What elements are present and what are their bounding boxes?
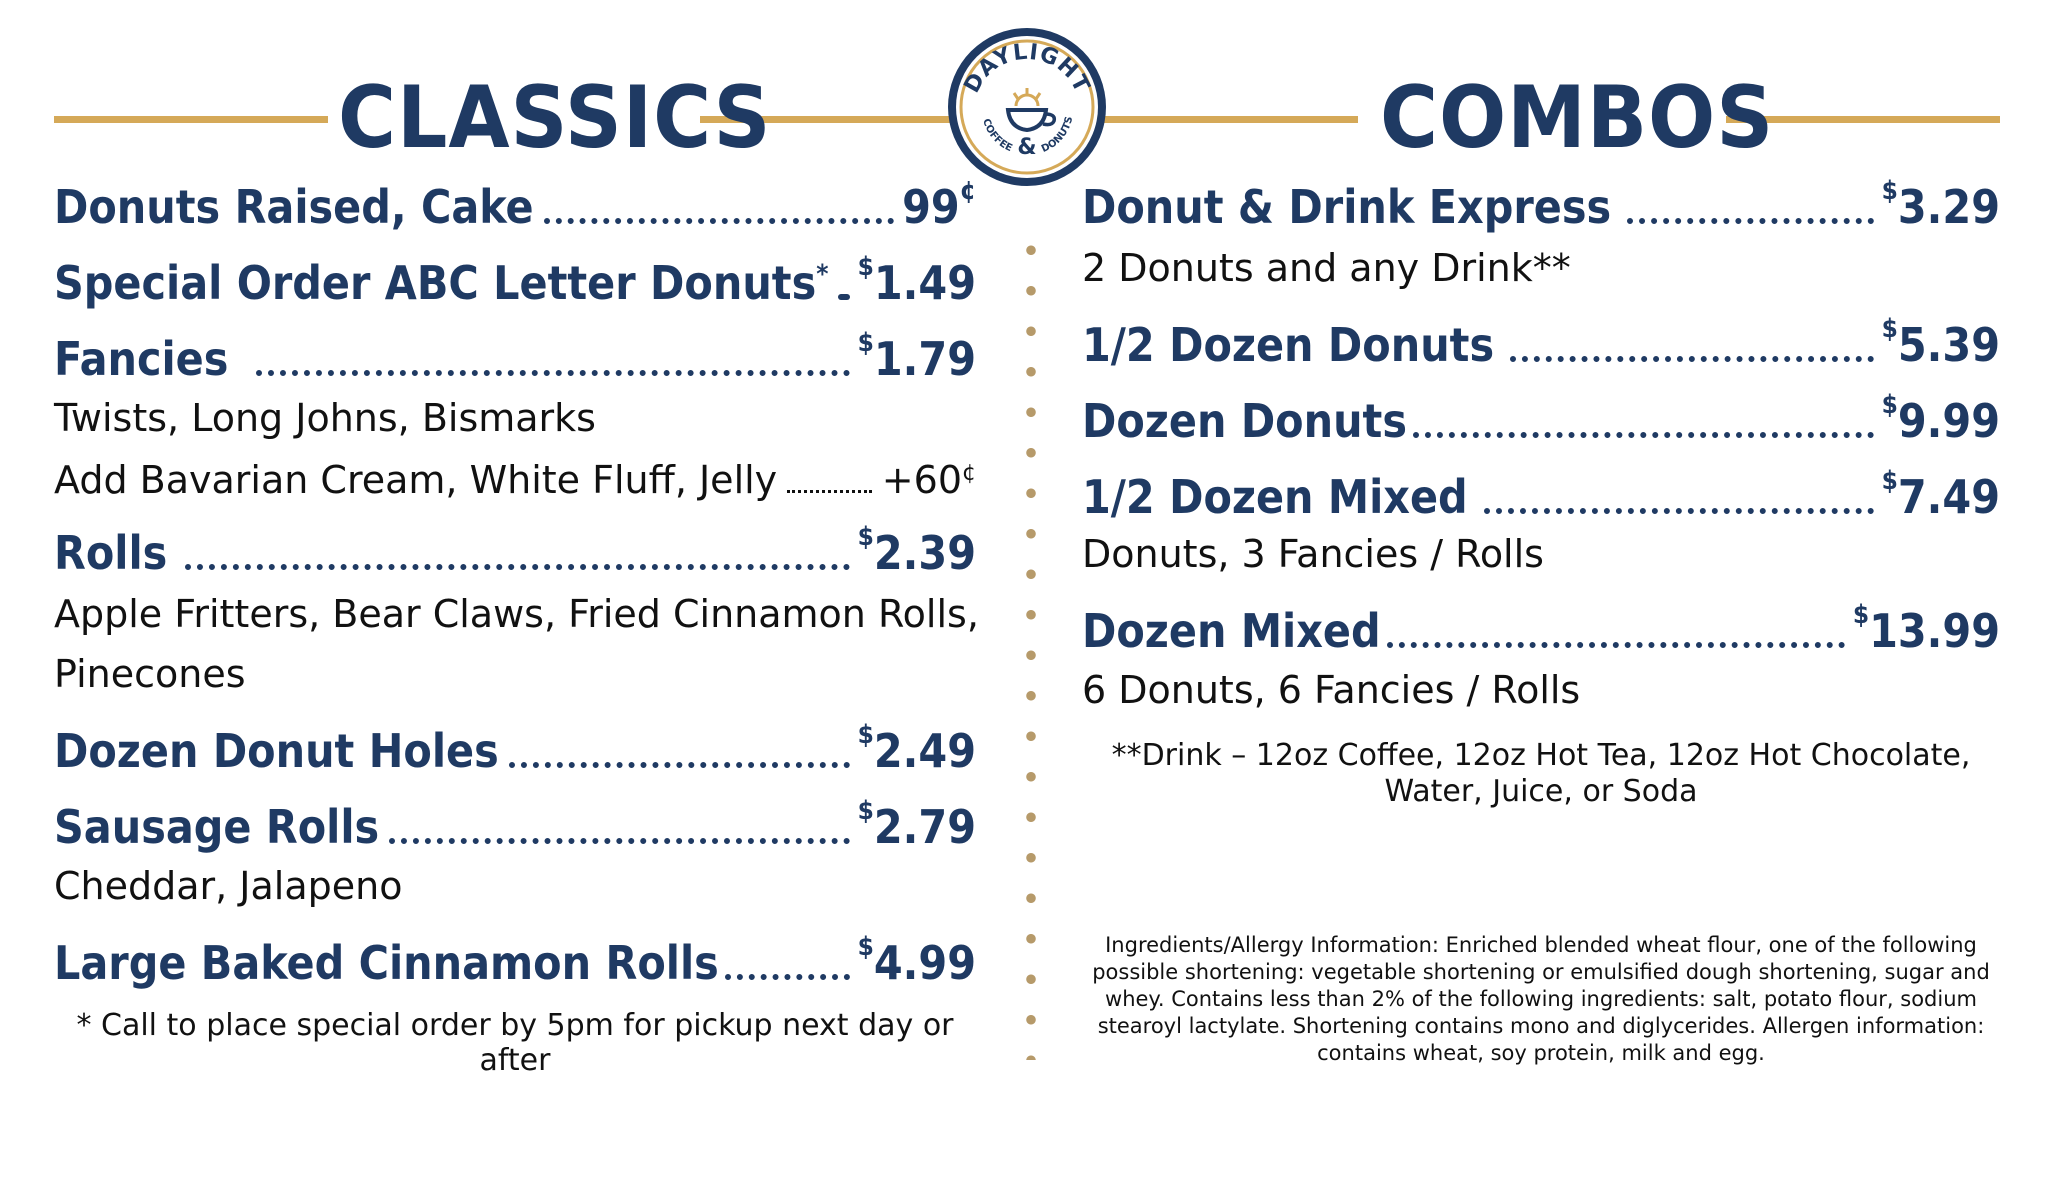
leader-dots: [1387, 642, 1845, 648]
item-price: $7.49: [1881, 466, 2000, 524]
menu-item-sausage-rolls: [54, 790, 976, 854]
combos-line-left: [1104, 116, 1358, 123]
menu-item-half-dozen-donuts: [1082, 308, 2000, 372]
daylight-logo: [946, 26, 1108, 188]
column-divider: [1026, 230, 1036, 1060]
menu-item-special-order-abc: [54, 246, 976, 310]
item-price: $2.39: [857, 522, 976, 580]
addon-label: Add Bavarian Cream, White Fluff, Jelly: [54, 458, 778, 502]
allergy-line: Ingredients/Allergy Information: Enriched blended wheat flour, one of the following: [1105, 933, 1977, 957]
rolls-description-line-2: Pinecones: [54, 652, 246, 696]
addon-price: +60¢: [881, 458, 976, 502]
express-description: 2 Donuts and any Drink**: [1082, 246, 1571, 290]
fancies-addon: [54, 454, 976, 502]
item-price: 99¢: [902, 176, 976, 234]
allergy-line: contains wheat, soy protein, milk and egg.: [1317, 1041, 1765, 1065]
item-name: 1/2 Dozen Mixed: [1082, 470, 1468, 524]
item-name: Donuts Raised, Cake: [54, 180, 534, 234]
logo-amp: &: [1017, 135, 1037, 160]
allergy-line: whey. Contains less than 2% of the following ingredients: salt, potato flour, sodium: [1105, 987, 1977, 1011]
leader-dots: [389, 838, 849, 844]
item-name: Dozen Mixed: [1082, 604, 1381, 658]
menu-item-donut-drink-express: [1082, 170, 2000, 234]
allergy-line: possible shortening: vegetable shortening or emulsified dough shortening, sugar and: [1092, 960, 1990, 984]
rolls-description-line-1: Apple Fritters, Bear Claws, Fried Cinnamon Rolls,: [54, 592, 979, 636]
menu-item-dozen-mixed: [1082, 594, 2000, 658]
item-name: Dozen Donut Holes: [54, 724, 499, 778]
item-price: $5.39: [1881, 314, 2000, 372]
leader-dots: [838, 294, 849, 300]
fancies-description: Twists, Long Johns, Bismarks: [54, 396, 596, 440]
menu-item-half-dozen-mixed: [1082, 460, 2000, 524]
menu-item-fancies: [54, 322, 976, 386]
menu-item-donuts-raised-cake: [54, 170, 976, 234]
item-price: $1.79: [857, 328, 976, 386]
item-price: $2.49: [857, 720, 976, 778]
combos-heading: COMBOS: [1380, 68, 1775, 168]
item-name: Sausage Rolls: [54, 800, 380, 854]
special-order-footnote: * Call to place special order by 5pm for pickup next day or after: [76, 1008, 954, 1078]
item-price: $9.99: [1881, 390, 2000, 448]
classics-heading: CLASSICS: [338, 68, 772, 168]
leader-dots: [1627, 218, 1873, 224]
menu-item-large-baked-cinnamon-rolls: [54, 926, 976, 990]
sausage-rolls-description: Cheddar, Jalapeno: [54, 864, 403, 908]
item-price: $4.99: [857, 932, 976, 990]
leader-dots: [1510, 356, 1874, 362]
leader-dots: [544, 218, 894, 224]
leader-dots: [725, 974, 850, 980]
item-name: Special Order ABC Letter Donuts*: [54, 256, 829, 310]
item-name: Fancies: [54, 332, 229, 386]
item-name: Large Baked Cinnamon Rolls: [54, 936, 719, 990]
menu-item-dozen-donut-holes: [54, 714, 976, 778]
half-dozen-mixed-description: Donuts, 3 Fancies / Rolls: [1082, 532, 1544, 576]
leader-dots: [787, 490, 872, 493]
menu-item-dozen-donuts: [1082, 384, 2000, 448]
item-name: Dozen Donuts: [1082, 394, 1407, 448]
menu-item-rolls: [54, 516, 976, 580]
allergy-information: [1082, 932, 2000, 1067]
leader-dots: [509, 762, 850, 768]
item-name: Rolls: [54, 526, 168, 580]
leader-dots: [1413, 432, 1874, 438]
item-price: $2.79: [857, 796, 976, 854]
leader-dots: [1484, 508, 1874, 514]
item-price: $1.49: [857, 252, 976, 310]
item-name: Donut & Drink Express: [1082, 180, 1612, 234]
logo-donuts-text: DONUTS: [1039, 115, 1076, 155]
allergy-line: stearoyl lactylate. Shortening contains mono and diglycerides. Allergen information:: [1097, 1014, 1985, 1038]
item-price: $3.29: [1881, 176, 2000, 234]
drink-note-line-1: **Drink – 12oz Coffee, 12oz Hot Tea, 12oz Hot Chocolate,: [1111, 738, 1971, 773]
leader-dots: [256, 370, 849, 376]
dozen-mixed-description: 6 Donuts, 6 Fancies / Rolls: [1082, 668, 1581, 712]
drink-note: [1082, 738, 2000, 810]
item-price: $13.99: [1852, 600, 2000, 658]
logo-coffee-text: COFFEE: [980, 117, 1014, 155]
leader-dots: [185, 564, 849, 570]
item-name: 1/2 Dozen Donuts: [1082, 318, 1495, 372]
drink-note-line-2: Water, Juice, or Soda: [1384, 774, 1698, 809]
classics-line-left: [54, 116, 328, 123]
logo-brand-text: DAYLIGHT: [959, 39, 1095, 98]
